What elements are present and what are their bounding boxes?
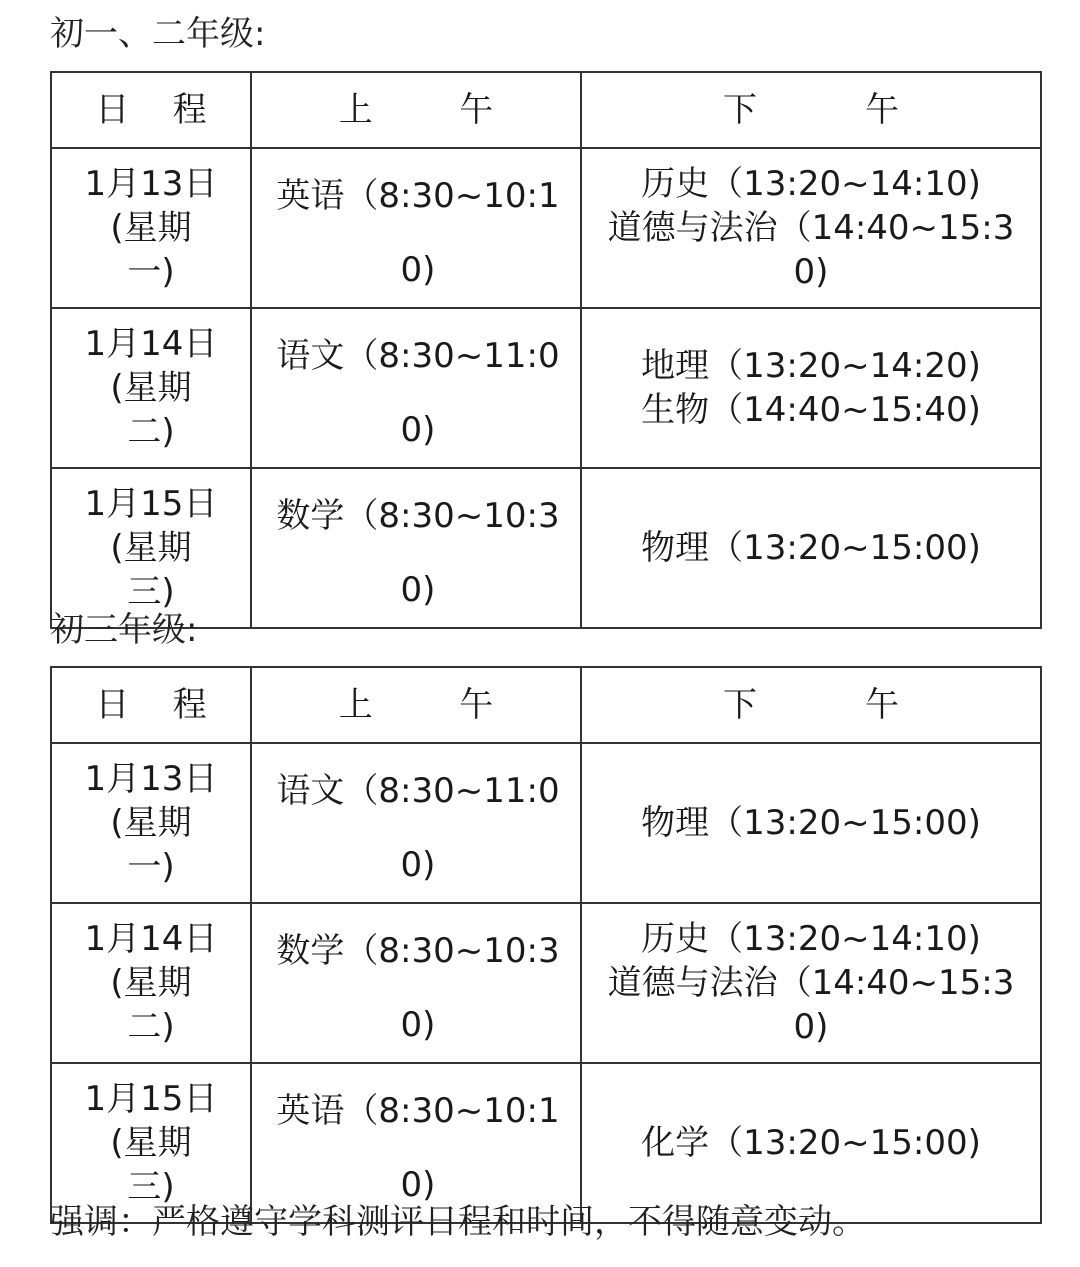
date-cell: 1月15日 (星期 三) bbox=[51, 1063, 251, 1223]
afternoon-cell: 历史（13:20~14:10) 道德与法治（14:40~15:30) bbox=[581, 903, 1041, 1063]
table-row bbox=[51, 1063, 1041, 1223]
header-morning: 上 午 bbox=[251, 72, 581, 148]
grade3-schedule-table bbox=[50, 666, 1042, 1224]
grade12-heading: 初一、二年级: bbox=[50, 14, 266, 54]
date-cell: 1月14日 (星期 二) bbox=[51, 903, 251, 1063]
morning-cell: 语文（8:30~11:00) bbox=[251, 743, 581, 903]
header-date: 日 程 bbox=[51, 667, 251, 743]
morning-cell: 语文（8:30~11:00) bbox=[251, 308, 581, 468]
morning-cell: 数学（8:30~10:30) bbox=[251, 903, 581, 1063]
footer-note: 强调：严格遵守学科测评日程和时间，不得随意变动。 bbox=[50, 1202, 866, 1242]
table-row bbox=[51, 308, 1041, 468]
table-row bbox=[51, 468, 1041, 628]
afternoon-cell: 地理（13:20~14:20) 生物（14:40~15:40) bbox=[581, 308, 1041, 468]
table-row bbox=[51, 148, 1041, 308]
morning-cell: 英语（8:30~10:10) bbox=[251, 1063, 581, 1223]
afternoon-cell: 化学（13:20~15:00) bbox=[581, 1063, 1041, 1223]
header-afternoon: 下 午 bbox=[581, 667, 1041, 743]
morning-cell: 英语（8:30~10:10) bbox=[251, 148, 581, 308]
date-cell: 1月15日 (星期 三) bbox=[51, 468, 251, 628]
header-afternoon: 下 午 bbox=[581, 72, 1041, 148]
afternoon-cell: 物理（13:20~15:00) bbox=[581, 743, 1041, 903]
grade12-schedule-table bbox=[50, 71, 1042, 629]
table-header-row bbox=[51, 72, 1041, 148]
afternoon-cell: 历史（13:20~14:10) 道德与法治（14:40~15:30) bbox=[581, 148, 1041, 308]
header-morning: 上 午 bbox=[251, 667, 581, 743]
header-date: 日 程 bbox=[51, 72, 251, 148]
morning-cell: 数学（8:30~10:30) bbox=[251, 468, 581, 628]
table-row bbox=[51, 743, 1041, 903]
date-cell: 1月13日 (星期 一) bbox=[51, 148, 251, 308]
table-row bbox=[51, 903, 1041, 1063]
afternoon-cell: 物理（13:20~15:00) bbox=[581, 468, 1041, 628]
table-header-row bbox=[51, 667, 1041, 743]
date-cell: 1月14日 (星期 二) bbox=[51, 308, 251, 468]
grade3-heading: 初三年级: bbox=[50, 610, 198, 650]
date-cell: 1月13日 (星期 一) bbox=[51, 743, 251, 903]
